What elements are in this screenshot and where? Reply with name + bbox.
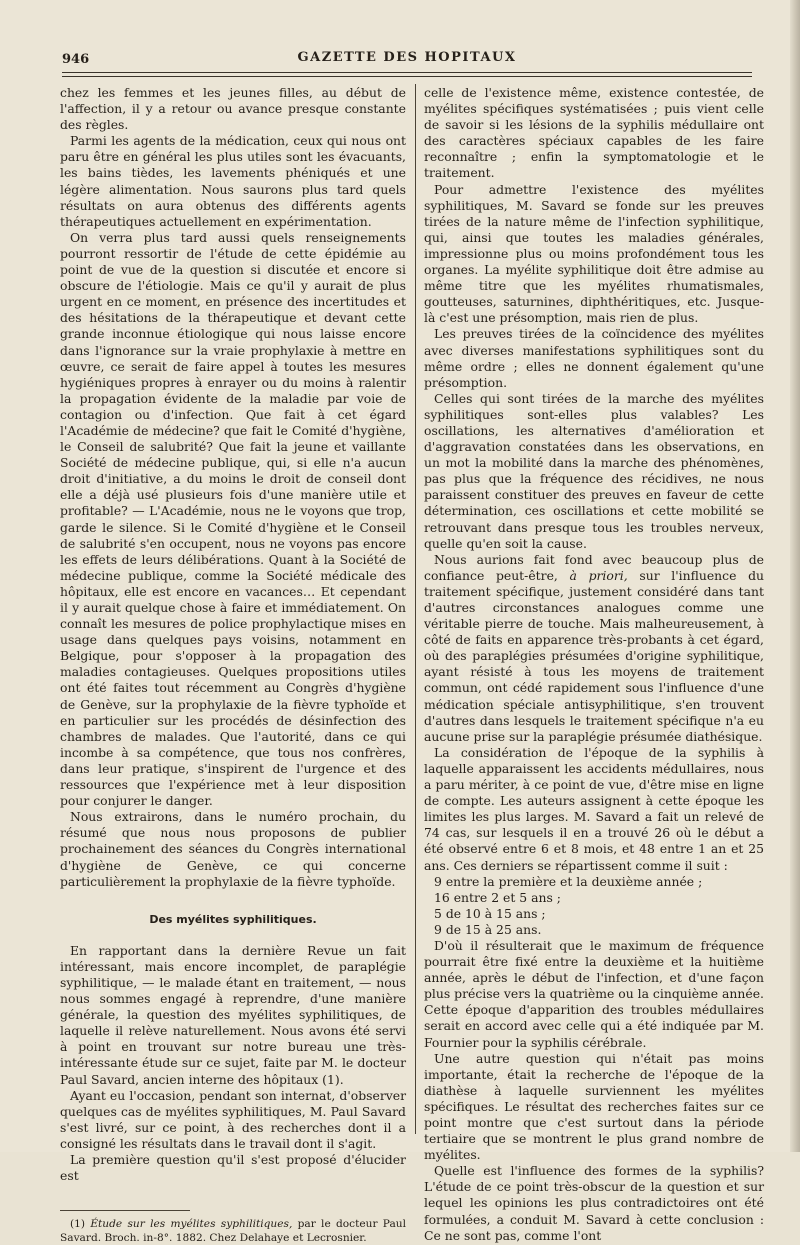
footnote-text: par le docteur Paul Savard. Broch. in-8°. 1882. Chez Delahaye et Lecrosnier. [60,1218,406,1245]
paragraph: Quelle est l'influence des formes de la syphilis? L'étude de ce point très-obscur de la question et sur lequel les opinions les plus contradictoires ont été formulées, a conduit M. Savard à cette conclusion : Ce ne sont pas, comme l'ont [424,1163,764,1243]
paragraph: D'où il résulterait que le maximum de fréquence pourrait être fixé entre la deuxième et la huitième année, après le début de l'infection, et d'une façon plus précise vers la quatrième ou la cinquième année. Cette époque d'apparition des troubles médullaires serait en accord avec celle qui a été indiquée par M. Fournier pour la syphilis cérébrale. [424,937,764,1050]
footnote-marker: (1) [70,1218,86,1231]
text-run: sur l'influence du traitement spécifique, justement considéré dans tant d'autres circonstances analogues comme une véritable pierre de touche. Mais malheureusement, à côté de faits en apparence très-probants à cet égard, où des paraplégies présumées d'origine syphilitique, ayant résisté à tous les moyens de traitement commun, ont cédé rapidement sous l'influence d'une médication spéciale antisyphilitique, s'en trouvent d'autres dans lesquels le traitement spécifique n'a eu aucune prise sur la paraplégie présumée diathésique. [424,567,764,744]
header-rule-thick [62,72,752,73]
page-edge-shadow [790,0,800,1152]
list-item: 9 entre la première et la deuxième année ; [434,873,703,889]
footnote-title: Étude sur les myélites syphilitiques, [90,1218,293,1231]
list-item: 16 entre 2 et 5 ans ; [434,889,561,905]
journal-title: GAZETTE DES HOPITAUX [297,50,517,65]
paragraph: On verra plus tard aussi quels renseignements pourront ressortir de l'étude de cette épidémie au point de vue de la question si discutée et encore si obscure de l'étiologie. Mais ce qu'il y aurait de plus urgent en ce moment, en présence des incertitudes et des hésitations de la thérapeutique et devant cette grande inconnue étiologique qui nous laisse encore dans l'ignorance sur la vraie prophylaxie à mettre en œuvre, ce serait de faire appel à toutes les mesures hygiéniques propres à enrayer ou du moins à ralentir la propagation évidente de la maladie par voie de contagion ou d'infection. Que fait à cet égard l'Académie de médecine? que fait le Comité d'hygiène, le Conseil de salubrité? Que fait la jeune et vaillante Société de médecine publique, qui, si elle n'a aucun droit d'initiative, a du moins le droit de conseil dont elle a déjà usé plusieurs fois d'une manière utile et profitable? — L'Académie, nous ne le voyons que trop, garde le silence. Si le Comité d'hygiène et le Conseil de salubrité s'en occupent, nous ne voyons pas encore les effets de leurs délibérations. Quant à la Société de médecine publique, comme la Société médicale des hôpitaux, elle est encore en vacances… Et cependant il y aurait quelque chose à faire et immédiatement. On connaît les mesures de police prophylactique mises en usage dans quelques pays voisins, notamment en Belgique, pour s'opposer à la propagation des maladies contagieuses. Quelques propositions utiles ont été faites tout récemment au Congrès d'hygiène de Genève, sur la prophylaxie de la fièvre typhoïde et en particulier sur les procédés de désinfection des chambres de malades. Que l'autorité, dans ce qui incombe à sa compétence, que tous nos confrères, dans leur pratique, s'inspirent de l'urgence et des ressources que l'expérience met à leur disposition pour conjurer le danger. [60,229,406,809]
paragraph: La première question qu'il s'est proposé d'élucider est [60,1152,406,1184]
page-number: 946 [62,52,90,67]
paragraph: La considération de l'époque de la syphilis à laquelle apparaissent les accidents médullaires, nous a paru mériter, à ce point de vue, d'être mise en ligne de compte. Les auteurs assignent à cette époque les limites les plus larges. M. Savard a fait un relevé de 74 cas, sur lesquels il en a trouvé 26 où le début a été observé entre 6 et 8 mois, et 48 entre 1 an et 25 ans. Ces derniers se répartissent comme il suit : [424,744,764,873]
paragraph: Ayant eu l'occasion, pendant son internat, d'observer quelques cas de myélites syphilitiques, M. Paul Savard s'est livré, sur ce point, à des recherches dont il a consigné les résultats dans le travail dont il s'agit. [60,1087,406,1151]
italic-text: à priori, [569,567,628,583]
paragraph: En rapportant dans la dernière Revue un fait intéressant, mais encore incomplet, de paraplégie syphilitique, — le malade étant en traitement, — nous nous sommes engagé à reprendre, d'une manière générale, la question des myélites syphilitiques, de laquelle il relève naturellement. Nous avons été servi à point en trouvant sur notre bureau une très-intéressante étude sur ce sujet, faite par M. le docteur Paul Savard, ancien interne des hôpitaux (1). [60,942,406,1087]
paragraph: Parmi les agents de la médication, ceux qui nous ont paru être en général les plus utiles sont les évacuants, les bains tièdes, les lavements phéniqués et une légère alimentation. Nous saurons plus tard quels résultats on aura obtenus des différents agents thérapeutiques actuellement en expérimentation. [60,133,406,229]
paragraph: Les preuves tirées de la coïncidence des myélites avec diverses manifestations syphilitiques sont du même ordre ; elles ne donnent également qu'une présomption. [424,326,764,390]
paragraph: chez les femmes et les jeunes filles, au début de l'affection, il y a retour ou avance presque constante des règles. [60,85,406,133]
section-heading: Des myélites syphilitiques. [149,912,317,926]
footnote [60,1217,406,1245]
header-rule-thin [62,76,752,77]
right-column [424,85,764,1244]
paragraph: Celles qui sont tirées de la marche des myélites syphilitiques sont-elles plus valables? Les oscillations, les alternatives d'amélioration et d'aggravation constatées dans les observations, en un mot la mobilité dans la marche des phénomènes, pas plus que la fréquence des récidives, ne nous paraissent constituer des preuves en faveur de cette détermination, ces oscillations et cette mobilité se retrouvant dans presque tous les troubles nerveux, quelle qu'en soit la cause. [424,390,764,551]
page-header [62,50,752,74]
column-divider [415,84,416,1134]
paragraph [424,552,764,745]
paragraph: Une autre question qui n'était pas moins importante, était la recherche de l'époque de la diathèse à laquelle surviennent les myélites spécifiques. Le résultat des recherches faites sur ce point montre que c'est surtout dans la période tertiaire que se montrent le plus grand nombre de myélites. [424,1050,764,1163]
left-column [60,85,406,1245]
text-run: Nous aurions fait fond avec beaucoup plus de confiance peut-être, [424,551,764,583]
footnote-rule [60,1210,190,1211]
paragraph: Nous extrairons, dans le numéro prochain, du résumé que nous nous proposons de publier prochainement des séances du Congrès international d'hygiène de Genève, ce qui concerne particulièrement la prophylaxie de la fièvre typhoïde. [60,809,406,889]
paragraph: celle de l'existence même, existence contestée, de myélites spécifiques systématisées ; puis vient celle de savoir si les lésions de la syphilis médullaire ont des caractères spéciaux capables de les faire reconnaître ; enfin la symptomatologie et le traitement. [424,85,764,181]
list-item: 9 de 15 à 25 ans. [434,921,542,937]
list-item: 5 de 10 à 15 ans ; [434,905,546,921]
paragraph: Pour admettre l'existence des myélites syphilitiques, M. Savard se fonde sur les preuves tirées de la nature même de l'infection syphilitique, qui, ainsi que toutes les maladies générales, impressionne plus ou moins profondément tous les organes. La myélite syphilitique doit être admise au même titre que les myélites rhumatismales, goutteuses, saturnines, diphthéritiques, etc. Jusque-là c'est une présomption, mais rien de plus. [424,181,764,326]
